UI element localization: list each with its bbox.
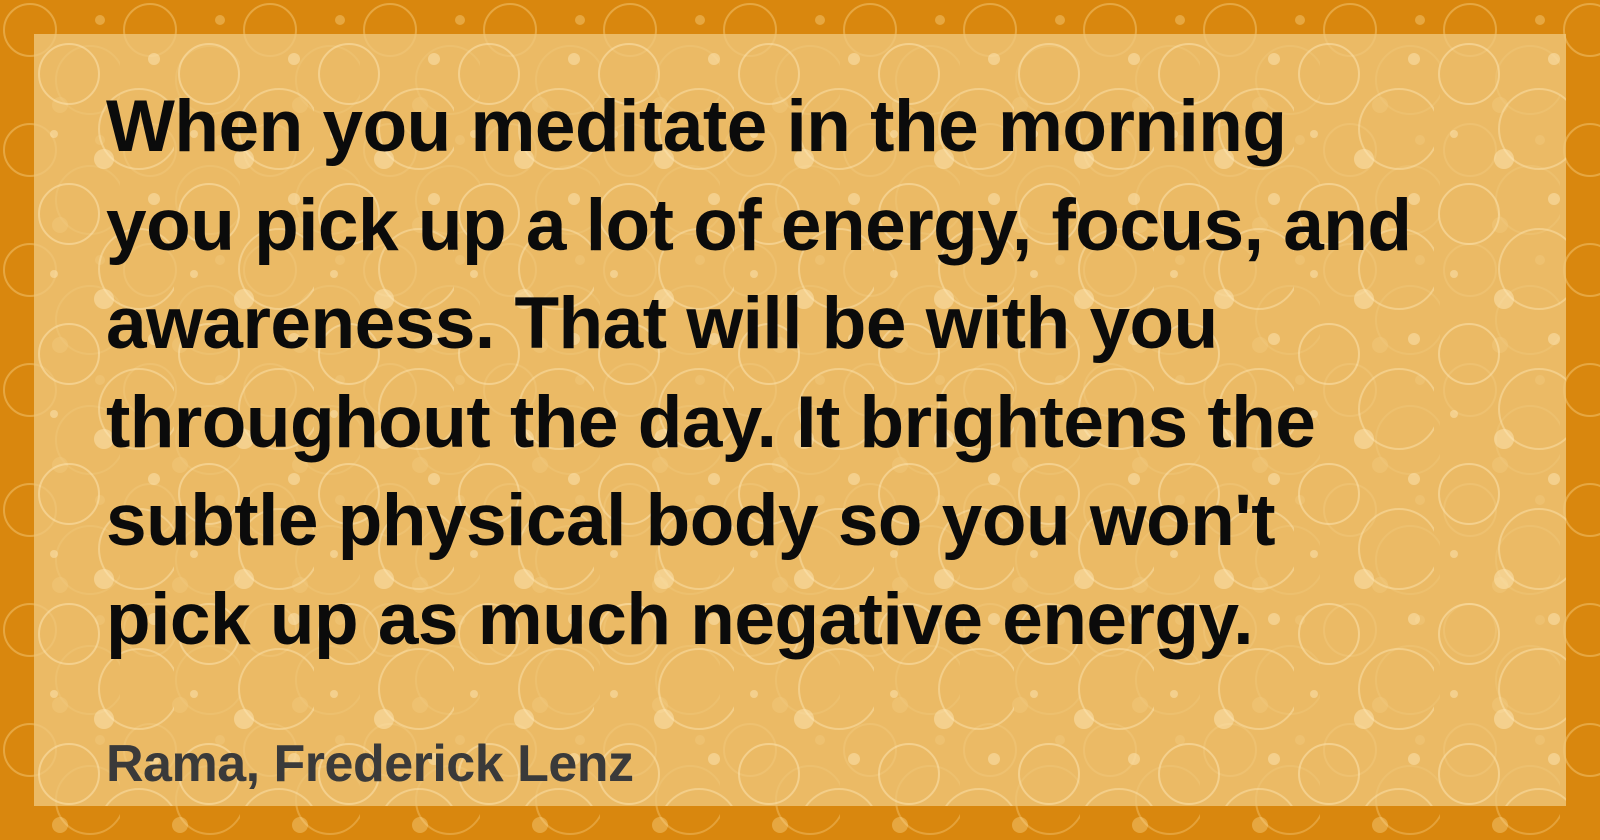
quote-line-1: When you meditate in the morning [106,86,1287,167]
quote-text [106,78,1526,669]
quote-line-6: pick up as much negative energy. [106,578,1253,660]
quote-line-2: you pick up a lot of energy, focus, and [106,184,1412,266]
quote-author: Rama, Frederick Lenz [106,735,634,793]
quote-line-4: throughout the day. It brightens the [106,381,1316,463]
quote-line-5: subtle physical body so you won't [106,480,1276,561]
quote-line-3: awareness. That will be with you [106,283,1218,364]
quote-card [34,34,1566,806]
